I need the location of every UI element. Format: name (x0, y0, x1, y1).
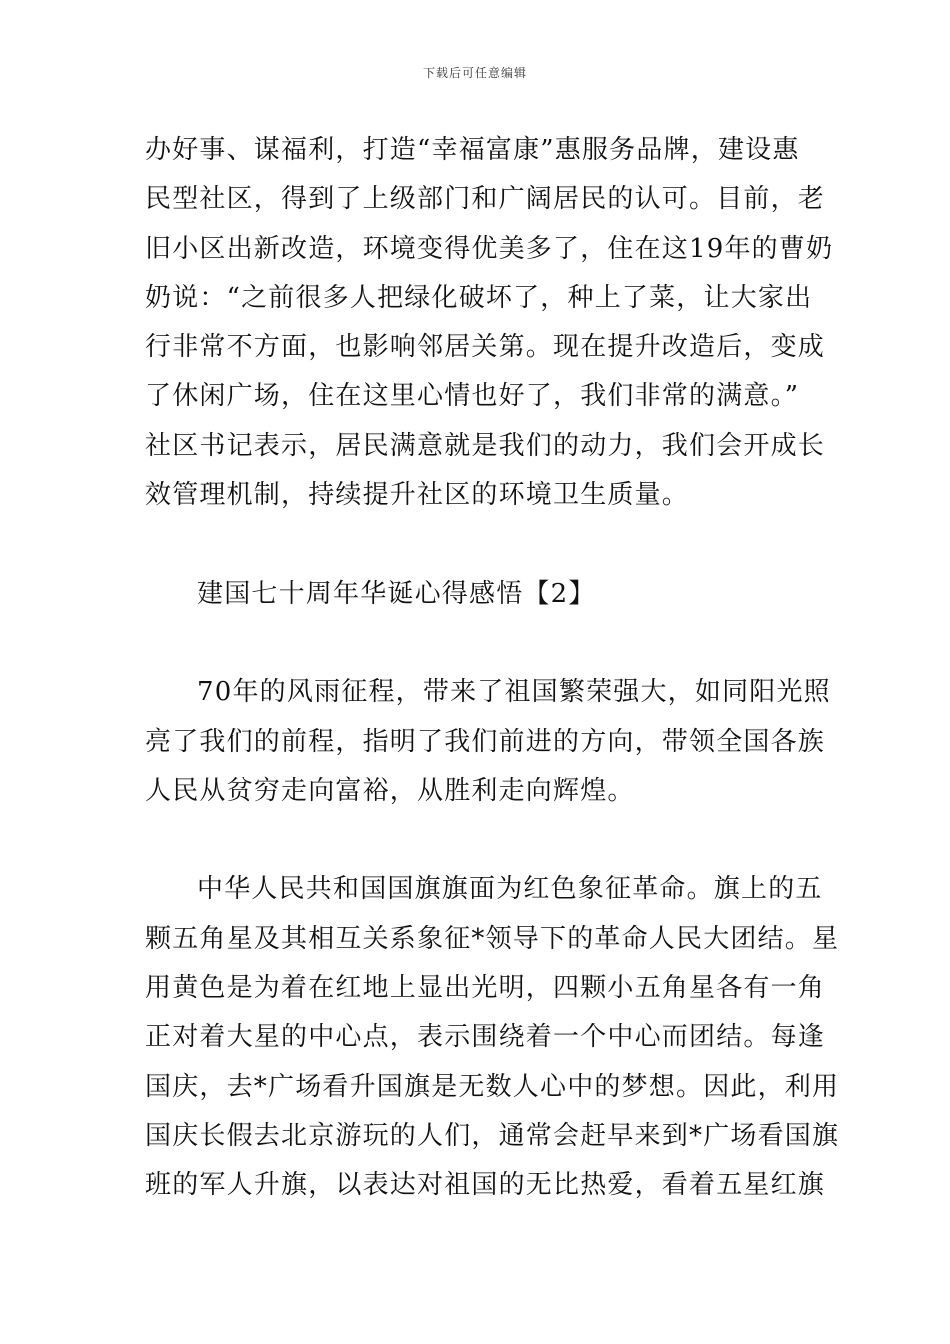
document-body (145, 126, 840, 1211)
text-line: 了休闲广场，住在这里心情也好了，我们非常的满意。” (145, 381, 800, 412)
text-line: 旧小区出新改造，环境变得优美多了，住在这19年的曹奶 (145, 233, 834, 264)
text-line: 中华人民共和国国旗旗面为红色象征革命。旗上的五 (197, 874, 823, 905)
paragraph-spacer (145, 816, 810, 865)
text-line: 班的军人升旗，以表达对祖国的无比热爱，看着五星红旗 (145, 1170, 826, 1201)
text-line: 民型社区，得到了上级部门和广阔居民的认可。目前，老 (145, 184, 826, 215)
paragraph-spacer (145, 520, 810, 569)
text-line: 用黄色是为着在红地上显出光明，四颗小五角星各有一角 (145, 973, 826, 1004)
section-title: 建国七十周年华诞心得感悟【2】 (197, 578, 596, 609)
text-line: 办好事、谋福利，打造“幸福富康”惠服务品牌，建设惠 (145, 135, 800, 165)
text-line: 行非常不方面，也影响邻居关第。现在提升改造后，变成 (145, 332, 826, 363)
text-line: 正对着大星的中心点，表示围绕着一个中心而团结。每逢 (145, 1022, 826, 1053)
text-line: 国庆长假去北京游玩的人们，通常会赶早来到*广场看国旗 (145, 1120, 840, 1151)
text-line: 70年的风雨征程，带来了祖国繁荣强大，如同阳光照 (197, 677, 831, 708)
text-line: 人民从贫穷走向富裕，从胜利走向辉煌。 (145, 775, 635, 806)
text-line: 国庆，去*广场看升国旗是无数人心中的梦想。因此，利用 (145, 1071, 840, 1102)
section-heading (145, 570, 810, 619)
paragraph-national-flag (145, 865, 840, 1210)
text-line: 效管理机制，持续提升社区的环境卫生质量。 (145, 480, 690, 511)
paragraph-community-service (145, 126, 834, 520)
page-header: 下载后可任意编辑 (422, 66, 527, 80)
paragraph-seventy-years (145, 668, 831, 816)
text-line: 亮了我们的前程，指明了我们前进的方向，带领全国各族 (145, 726, 826, 757)
text-line: 社区书记表示，居民满意就是我们的动力，我们会开成长 (145, 430, 826, 461)
text-line: 奶说：“之前很多人把绿化破坏了，种上了菜，让大家出 (145, 282, 813, 313)
paragraph-spacer (145, 619, 810, 668)
text-line: 颗五角星及其相互关系象征*领导下的革命人民大团结。星 (145, 923, 840, 954)
